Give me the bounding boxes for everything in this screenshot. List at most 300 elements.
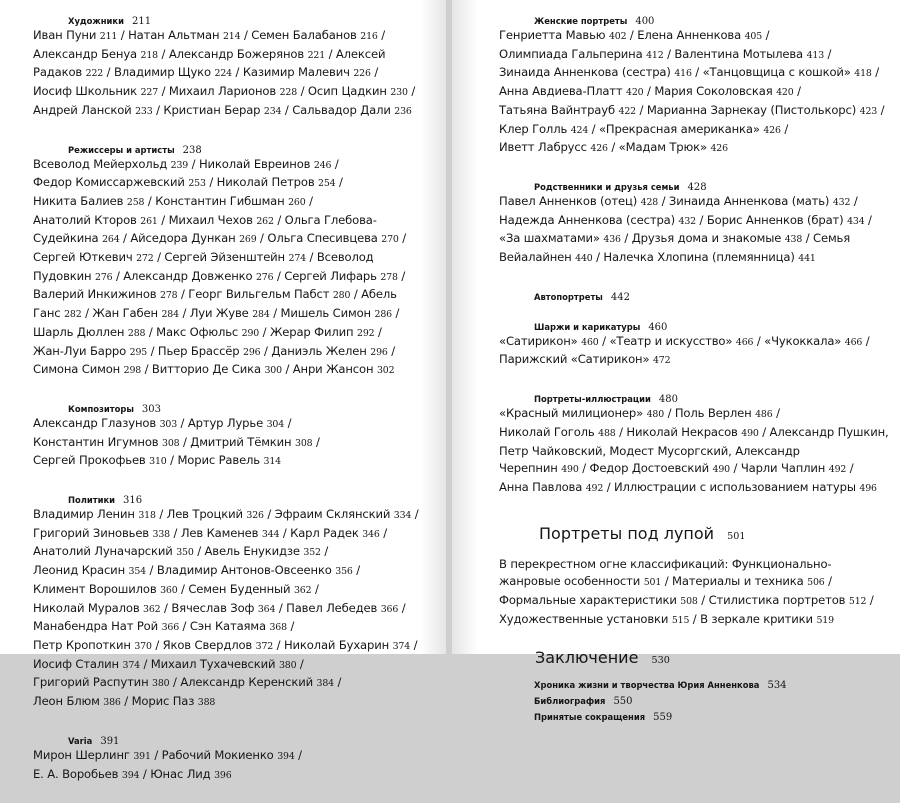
entry-page: 434 xyxy=(847,215,865,227)
entry-page: 488 xyxy=(598,427,616,439)
entry-page: 344 xyxy=(261,528,280,540)
entry-page: 296 xyxy=(370,346,388,358)
separator: / xyxy=(772,406,780,421)
entry-title: Сергей Прокофьев xyxy=(33,453,146,468)
separator: / xyxy=(151,637,163,652)
entry-title: Леонид Красин xyxy=(33,563,125,578)
entry-title: Сергей Юткевич xyxy=(33,250,133,265)
entry-title: Зинаида Анненкова (мать) xyxy=(668,193,830,208)
toc-section xyxy=(499,389,894,498)
separator: / xyxy=(387,343,395,358)
contents-line xyxy=(499,424,894,443)
entry-title: Константин Гибшман xyxy=(155,193,285,208)
entry-page: 302 xyxy=(376,365,395,377)
entry-page: 501 xyxy=(643,577,662,589)
contents-line xyxy=(33,156,438,175)
entry-page: 310 xyxy=(149,456,167,468)
entry-title: Иветт Лабрусс xyxy=(499,140,587,155)
entry-title: Александр Довженко xyxy=(123,268,253,283)
entry-title: Шарль Дюллен xyxy=(33,324,125,339)
entry-page: 239 xyxy=(170,159,189,171)
separator: / xyxy=(615,424,627,439)
separator: / xyxy=(263,507,275,522)
entry-page: 362 xyxy=(143,603,161,615)
contents-line xyxy=(499,102,894,121)
separator: / xyxy=(305,193,313,208)
entry-title: Олимпиада Гальперина xyxy=(499,46,643,61)
entry-title: Морис Равель xyxy=(177,453,260,468)
entry-page: 360 xyxy=(160,584,178,596)
contents-line xyxy=(499,611,894,630)
contents-line xyxy=(33,525,438,544)
separator: / xyxy=(306,250,317,265)
contents-line xyxy=(33,64,438,83)
entry-page: 300 xyxy=(264,365,282,377)
separator: / xyxy=(697,593,709,608)
entry-title: Анри Жансон xyxy=(292,362,374,377)
entry-title: Налечка Хлопина (племянница) xyxy=(603,250,795,265)
separator: / xyxy=(169,675,181,690)
contents-line xyxy=(33,46,438,65)
entry-title: Михаил Тухачевский xyxy=(150,656,276,671)
entry-title: Артур Лурье xyxy=(187,415,264,430)
entry-title: В зеркале критики xyxy=(700,611,813,626)
entry-title: Александр Глазунов xyxy=(33,415,157,430)
entry-title: жанровые особенности xyxy=(499,574,641,589)
separator: / xyxy=(410,637,418,652)
separator: / xyxy=(862,333,870,348)
entry-page: 269 xyxy=(239,234,257,246)
section-page: 442 xyxy=(610,291,630,303)
separator: / xyxy=(658,193,669,208)
entry-page: 424 xyxy=(570,124,589,136)
entry-page: 346 xyxy=(362,528,380,540)
contents-line xyxy=(499,592,894,611)
section-entries xyxy=(33,747,438,784)
chapter-title: Заключение xyxy=(535,648,639,668)
separator: / xyxy=(846,461,854,476)
separator: / xyxy=(352,563,361,578)
contents-line xyxy=(499,46,894,65)
separator: / xyxy=(147,343,158,358)
separator: / xyxy=(297,84,308,99)
contents-line xyxy=(33,656,438,675)
separator: / xyxy=(320,544,329,559)
page-gutter-shadow xyxy=(452,0,478,654)
entry-page: 380 xyxy=(152,678,170,690)
entry-title: Борис Анненков (брат) xyxy=(706,212,844,227)
entry-title: Владимир Щуко xyxy=(113,65,211,80)
entry-page: 260 xyxy=(288,196,306,208)
separator: / xyxy=(145,324,157,339)
entry-title: Генриетта Мавью xyxy=(499,28,606,42)
entry-page: 284 xyxy=(161,309,179,321)
entry-title: Вейалайнен xyxy=(499,250,572,265)
toc-section xyxy=(33,11,438,121)
entry-title: Мирон Шерлинг xyxy=(33,747,130,762)
entry-title: Абель xyxy=(361,287,397,302)
entry-page: 304 xyxy=(266,418,285,430)
section-page: 480 xyxy=(658,394,678,406)
entry-title: Александр Пушкин, xyxy=(769,424,889,439)
separator: / xyxy=(578,461,590,476)
contents-line xyxy=(499,460,894,479)
entry-page: 374 xyxy=(392,640,411,652)
entry-title: Климент Ворошилов xyxy=(33,581,157,596)
appendix-title: Библиография xyxy=(534,696,606,707)
entry-page: 246 xyxy=(313,159,332,171)
entry-title: Павел Лебедев xyxy=(286,600,378,615)
entry-title: Николай Бухарин xyxy=(283,637,390,652)
entry-title: Даниэль Желен xyxy=(271,343,367,358)
entry-page: 362 xyxy=(293,584,312,596)
entry-page: 366 xyxy=(380,603,399,615)
entry-page: 436 xyxy=(603,234,621,246)
entry-page: 394 xyxy=(121,769,140,781)
entry-page: 334 xyxy=(393,510,412,522)
entry-title: Григорий Распутин xyxy=(33,675,149,690)
appendix-list xyxy=(499,675,894,723)
separator: / xyxy=(141,362,152,377)
contents-line xyxy=(499,193,894,212)
toc-section xyxy=(499,177,894,268)
entry-page: 350 xyxy=(176,547,194,559)
entry-title: Авель Енукидзе xyxy=(204,544,300,559)
entry-page: 418 xyxy=(854,68,872,80)
entry-title: Витторио Де Сика xyxy=(151,362,261,377)
entry-page: 490 xyxy=(561,464,579,476)
separator: / xyxy=(374,324,382,339)
entry-title: Формальные характеристики xyxy=(499,593,677,608)
separator: / xyxy=(286,619,295,634)
contents-line xyxy=(33,102,438,121)
contents-line xyxy=(33,581,438,600)
separator: / xyxy=(273,212,285,227)
appendix-page: 534 xyxy=(767,680,787,692)
entry-page: 290 xyxy=(241,327,260,339)
entry-title: Анна Авдиева-Платт xyxy=(499,84,623,99)
separator: / xyxy=(407,84,416,99)
entry-title: Вячеслав Зоф xyxy=(171,600,255,615)
entry-page: 416 xyxy=(674,68,692,80)
toc-section xyxy=(33,490,438,712)
entry-title: Материалы и техника xyxy=(671,574,804,589)
contents-line xyxy=(499,212,894,231)
separator: / xyxy=(607,140,619,155)
entry-title: Мария Соколовская xyxy=(654,84,773,99)
separator: / xyxy=(157,212,169,227)
chapter-heading-conclusion xyxy=(499,641,894,675)
separator: / xyxy=(877,102,885,117)
toc-section xyxy=(499,317,894,370)
entry-page: 490 xyxy=(712,464,730,476)
entry-page: 270 xyxy=(381,234,399,246)
entry-title: Всеволод Мейерхольд xyxy=(33,156,168,171)
separator: / xyxy=(331,156,339,171)
contents-line xyxy=(33,230,438,249)
separator: / xyxy=(398,600,406,615)
section-title: Автопортреты xyxy=(534,291,603,302)
separator: / xyxy=(866,593,874,608)
separator: / xyxy=(153,250,165,265)
entry-title: Татьяна Вайнтрауб xyxy=(499,102,615,117)
separator: / xyxy=(850,193,858,208)
entry-title: «Сатирикон» xyxy=(499,333,578,348)
contents-line xyxy=(33,174,438,193)
entry-title: Друзья дома и знакомые xyxy=(631,231,782,246)
separator: / xyxy=(178,306,190,321)
entry-title: Никита Балиев xyxy=(33,193,124,208)
section-title: Varia xyxy=(68,735,93,746)
separator: / xyxy=(112,268,124,283)
separator: / xyxy=(802,231,814,246)
entry-page: 278 xyxy=(380,271,398,283)
entry-title: Григорий Зиновьев xyxy=(33,525,149,540)
entry-title: Симона Симон xyxy=(33,362,121,377)
separator: / xyxy=(871,65,880,80)
separator: / xyxy=(379,525,387,540)
separator: / xyxy=(696,212,707,227)
appendix-page: 559 xyxy=(653,712,673,724)
entry-title: Марианна Зарнекау (Пистолькорс) xyxy=(646,102,857,117)
section-heading xyxy=(499,11,894,27)
entry-page: 428 xyxy=(640,196,659,208)
entry-page: 230 xyxy=(390,87,408,99)
entry-title: Павел Анненков (отец) xyxy=(499,193,638,208)
separator: / xyxy=(240,28,252,42)
separator: / xyxy=(864,212,872,227)
entry-page: 372 xyxy=(255,640,274,652)
contents-line xyxy=(499,64,894,83)
entry-page: 254 xyxy=(318,178,336,190)
separator: / xyxy=(762,28,770,42)
chapter-page: 530 xyxy=(651,655,670,667)
separator: / xyxy=(177,581,189,596)
entry-title: Анна Павлова xyxy=(499,479,583,494)
contents-line xyxy=(499,27,894,46)
entry-page: 370 xyxy=(134,640,152,652)
entry-page: 303 xyxy=(159,418,178,430)
entry-title: Семен Балабанов xyxy=(251,28,357,42)
contents-line xyxy=(33,415,438,434)
entry-page: 227 xyxy=(140,87,159,99)
appendix-item xyxy=(534,691,894,707)
entry-page: 354 xyxy=(128,566,146,578)
separator: / xyxy=(311,581,319,596)
separator: / xyxy=(758,424,770,439)
separator: / xyxy=(411,507,419,522)
separator: / xyxy=(117,28,129,42)
entry-title: Судейкина xyxy=(33,231,99,246)
appendix-page: 550 xyxy=(613,696,633,708)
separator: / xyxy=(753,333,765,348)
contents-line xyxy=(33,618,438,637)
entry-title: Федор Комиссаржевский xyxy=(33,175,185,190)
entry-title: Жан Габен xyxy=(92,306,158,321)
separator: / xyxy=(689,611,701,626)
entry-title: Елена Анненкова xyxy=(637,28,742,42)
entry-page: 211 xyxy=(99,31,118,42)
separator: / xyxy=(193,544,205,559)
contents-line xyxy=(33,249,438,268)
separator: / xyxy=(333,675,342,690)
entry-title: В перекрестном огне классификаций: Функционально- xyxy=(499,556,832,571)
right-contents-column xyxy=(499,11,894,723)
contents-line xyxy=(33,637,438,656)
contents-line xyxy=(499,249,894,268)
section-entries xyxy=(33,506,438,712)
section-page: 460 xyxy=(648,321,668,333)
separator: / xyxy=(391,306,400,321)
separator: / xyxy=(588,121,599,136)
separator: / xyxy=(663,46,675,61)
toc-section xyxy=(499,11,894,158)
contents-line xyxy=(499,556,894,574)
entry-title: Поль Верлен xyxy=(674,406,752,421)
section-heading xyxy=(499,287,894,303)
entry-title: Анатолий Кторов xyxy=(33,212,137,227)
entry-title: Ольга Спесивцева xyxy=(267,231,378,246)
entry-title: Владимир Ленин xyxy=(33,507,135,522)
entry-page: 413 xyxy=(806,49,825,61)
entry-title: Эфраим Склянский xyxy=(274,507,391,522)
contents-line xyxy=(33,452,438,471)
entry-title: Александр Бенуа xyxy=(33,46,137,61)
entry-page: 512 xyxy=(848,596,867,608)
entry-title: Михаил Ларионов xyxy=(168,84,277,99)
contents-line xyxy=(499,351,894,370)
contents-line xyxy=(33,562,438,581)
separator: / xyxy=(144,193,156,208)
separator: / xyxy=(158,84,169,99)
appendix-title: Принятые сокращения xyxy=(534,712,646,723)
entry-page: 486 xyxy=(755,409,773,421)
entry-title: Айседора Дункан xyxy=(130,231,236,246)
separator: / xyxy=(824,46,832,61)
entry-page: 374 xyxy=(122,659,140,671)
separator: / xyxy=(139,656,151,671)
entry-page: 236 xyxy=(394,105,412,117)
entry-page: 264 xyxy=(102,234,120,246)
entry-title: «Танцовщица с кошкой» xyxy=(702,65,851,80)
separator: / xyxy=(177,415,188,430)
section-heading xyxy=(33,11,438,27)
entry-page: 492 xyxy=(828,464,847,476)
section-page: 303 xyxy=(141,403,161,415)
entry-page: 386 xyxy=(103,697,121,709)
separator: / xyxy=(294,747,302,762)
contents-line xyxy=(33,268,438,287)
separator: / xyxy=(139,766,151,781)
separator: / xyxy=(635,102,647,117)
section-heading xyxy=(499,177,894,193)
separator: / xyxy=(152,102,164,117)
toc-section xyxy=(33,731,438,784)
section-page: 316 xyxy=(123,495,143,507)
entry-title: Иван Пуни xyxy=(33,28,97,42)
entry-page: 326 xyxy=(246,510,264,522)
separator: / xyxy=(160,600,172,615)
entry-page: 391 xyxy=(133,750,151,762)
entry-title: Парижский «Сатирикон» xyxy=(499,352,650,367)
entry-page: 233 xyxy=(135,105,153,117)
section-page: 391 xyxy=(100,735,120,747)
entry-title: Алексей xyxy=(335,46,386,61)
separator: / xyxy=(81,306,93,321)
entry-title: «Прекрасная американка» xyxy=(598,121,760,136)
entry-page: 262 xyxy=(256,215,274,227)
section-entries xyxy=(499,405,894,498)
entry-title: Николай Некрасов xyxy=(626,424,738,439)
appendix-item xyxy=(534,707,894,723)
contents-line xyxy=(499,83,894,102)
appendix-title: Хроника жизни и творчества Юрия Анненкова xyxy=(534,680,760,691)
entry-title: Надежда Анненкова (сестра) xyxy=(499,212,675,227)
entry-page: 226 xyxy=(353,68,371,80)
separator: / xyxy=(592,250,604,265)
separator: / xyxy=(120,694,132,709)
entry-page: 384 xyxy=(316,678,334,690)
section-page: 211 xyxy=(131,16,152,27)
entry-page: 460 xyxy=(581,336,599,348)
entry-page: 222 xyxy=(85,68,104,80)
entry-page: 318 xyxy=(138,510,156,522)
separator: / xyxy=(398,231,407,246)
entry-page: 292 xyxy=(357,327,375,339)
entry-title: Карл Радек xyxy=(290,525,359,540)
entry-title: Радаков xyxy=(33,65,83,80)
entry-title: Юнас Лид xyxy=(150,766,211,781)
toc-section xyxy=(33,399,438,471)
section-entries xyxy=(33,156,438,380)
contents-line xyxy=(33,212,438,231)
entry-title: Макс Офюльс xyxy=(156,324,239,339)
entry-title: «Чукоккала» xyxy=(764,333,842,348)
entry-title: Владимир Антонов-Овсеенко xyxy=(156,563,332,578)
entry-page: 466 xyxy=(735,336,754,348)
entry-page: 506 xyxy=(807,577,825,589)
contents-line xyxy=(33,343,438,362)
section-title: Режиссеры и артисты xyxy=(68,144,175,155)
separator: / xyxy=(284,415,292,430)
entry-page: 422 xyxy=(618,105,636,117)
section-title: Художники xyxy=(68,16,124,26)
entry-page: 352 xyxy=(303,547,321,559)
separator: / xyxy=(259,324,270,339)
entry-page: 515 xyxy=(671,614,690,626)
entry-page: 282 xyxy=(64,309,82,321)
separator: / xyxy=(269,306,281,321)
entry-page: 308 xyxy=(295,437,313,449)
entry-page: 228 xyxy=(279,87,298,99)
section-heading xyxy=(499,317,894,333)
entry-title: Андрей Ланской xyxy=(33,102,132,117)
section-page: 428 xyxy=(687,181,707,193)
separator: / xyxy=(312,434,320,449)
entry-page: 412 xyxy=(646,49,664,61)
contents-line xyxy=(499,443,894,461)
entry-page: 394 xyxy=(277,750,295,762)
entry-page: 276 xyxy=(95,271,113,283)
separator: / xyxy=(661,574,672,589)
entry-page: 276 xyxy=(255,271,274,283)
entry-page: 508 xyxy=(680,596,698,608)
entry-title: «Театр и искусство» xyxy=(609,333,733,348)
entry-page: 224 xyxy=(214,68,232,80)
entry-page: 519 xyxy=(816,614,834,626)
entry-title: Мишель Симон xyxy=(280,306,371,321)
entry-page: 441 xyxy=(798,253,816,265)
